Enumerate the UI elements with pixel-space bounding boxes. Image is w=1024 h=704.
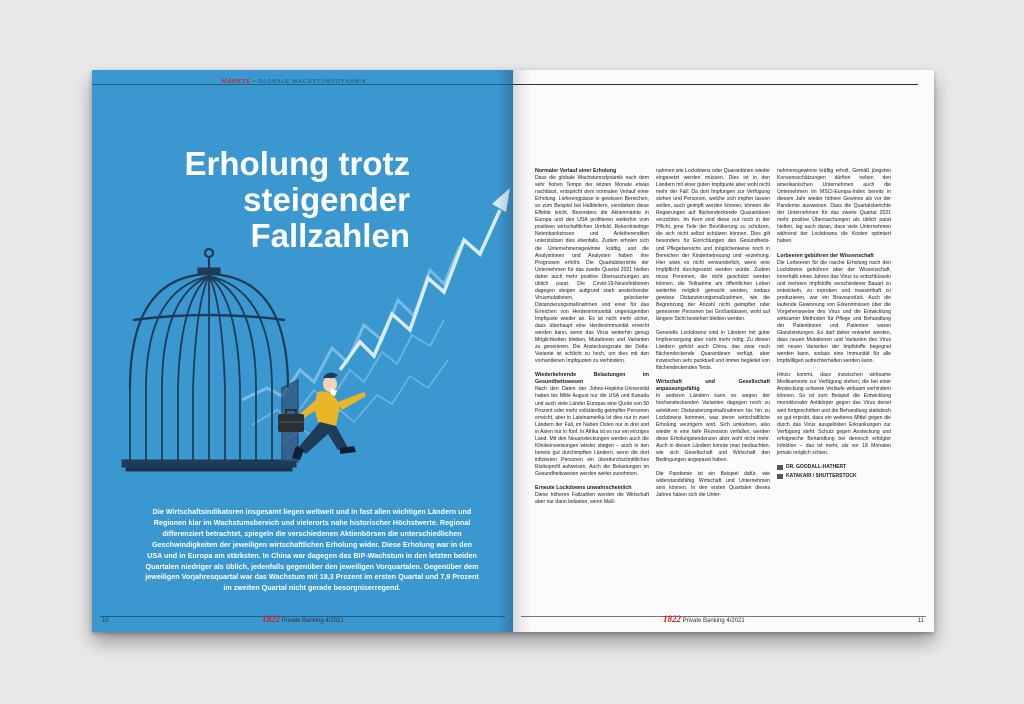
column-paragraph: Diese höheren Fallzahlen werden die Wirtschaft aber nur dann belasten, wenn Maß- — [535, 492, 649, 506]
column-paragraph: Nach den Daten der Johns-Hopkins-Universität haben bis Mitte August nur die USA und Kanada und auch viele Länder Europas eine Quote von 50 Prozent oder mehr vollständig geimpfter Personen erreicht, aber in Lateinamerika ist dies nur in zwei Ländern der Fall, im Nahen Osten nur in drei und in Asien nur in fünf. In Afrika ist es nur ein einziges Land. Mit den Neuansteckungen werden auch die Klinikeinweisungen wieder steigen – auch in den bereits gut durchimpften Ländern, wenn die dort infizierten Personen ein überdurchschnittliches Risikoprofil aufweisen. Auch die Belastungen im Gesundheitswesen werden weiter zunehmen. — [535, 386, 649, 477]
lead-paragraph: Die Wirtschaftsindikatoren insgesamt liegen weltweit und in fast allen wichtigen Ländern und Regionen klar im Wachstumsbereich und vielerorts nahe historischer Höchstwerte. Regional differenziert betrachtet, spiegeln die verschiedenen Aktienbörsen die unterschiedlichen Geschwindigkeiten der jeweiligen wirtschaftlichen Erholung wider. Diese Erholung war in den USA und in Europa am stärksten. In China war dagegen das BIP-Wachstum in den letzten beiden Quartalen niedriger als üblich, jedenfalls gegenüber den jeweiligen Vorquartalen. Gegenüber dem jeweiligen Vorjahresquartal war das Wachstum mit 18,3 Prozent im ersten Quartal und 7,9 Prozent im zweiten Quartal nicht gerade besorgniserregend. — [145, 507, 479, 593]
header-rule-right — [513, 84, 918, 85]
pen-icon — [777, 465, 783, 470]
photo-source: KATAKARI / SHUTTERSTOCK — [786, 472, 857, 479]
column-paragraph: Die Pandemie ist ein Beispiel dafür, wie widerstandsfähig Wirtschaft und Unternehmen sein können. In den ersten Quartalen dieses Jahres haben sich die Unter- — [656, 470, 770, 499]
column-heading: Normaler Verlauf einer Erholung — [535, 168, 617, 174]
brand-logo: 1822 — [262, 614, 280, 624]
text-column-3 — [777, 168, 891, 480]
kicker-topic: GLOBALE WACHSTUMSDYNAMIK — [258, 79, 368, 85]
author-name: DR. GOODALL-HATHERT — [786, 463, 847, 470]
column-paragraph: In anderen Ländern kann es wegen der hochansteckenden Varianten dagegen noch zu selektiven Distanzierungsmaßnahmen bis hin zu Lockdowns kommen, was deren wirtschaftliche Erholung verzögern wird. Sich umkehren, also wieder in eine tiefe Rezession verfallen, werden diese Erholungstendenzen aber wohl nicht mehr. Auch in diesen Ländern konnte man beobachten, wie sich Gesellschaft und Wirtschaft den Bedingungen angepasst haben. — [656, 393, 770, 463]
author-credit — [777, 464, 891, 471]
column-paragraph: Dass die globale Wachstumsdynamik nach dem sehr hohen Tempo der letzten Monate etwas nachlässt, entspricht dem normalen Verlauf einer Erholung. Lieferengpässe in gewissen Bereichen, so zum Beispiel bei Halbleitern, verstärken diese Effekte leicht. Besonders die Aktienmärkte in Europa und den USA profitieren weiterhin vom positiven wirtschaftlichen Umfeld. Rekordniedrige Notenbankzinsen und Anleiherenditen unterstützen dies ebenfalls. Zudem erholen sich die Unternehmensgewinne kräftig, und die Analystinnen und Analysten haben ihre Prognosen erhöht. Die Quartalsberichte der Unternehmen für das zweite Quartal 2021 hielten daher auch mehr positive Überraschungen als üblich parat. Die Covid-19-Neuinfektionen dagegen steigen aufgrund stark ansteckender Virusmutationen, gelockerter Distanzierungsmaßnahmen und einer für das Erreichen von Herdenimmunität ungenügenden Impfquote wieder an. Es ist nicht mehr sicher, dass überhaupt eine Herdenimmunität erreicht werden kann, wenn das Virus weiterhin genug Möglichkeiten bleiben, Mutationen und Varianten zu generieren. Die Ansteckungsrate der Delta-Variante ist schlicht zu hoch, um dies mit den vorhandenen Impfquoten zu verhindern. — [535, 175, 649, 365]
article-title — [152, 146, 410, 254]
column-heading: Lorbeeren gebühren der Wissenschaft — [777, 252, 874, 259]
footer-brand-left — [262, 614, 344, 624]
title-line-2: steigender — [243, 181, 410, 218]
column-heading: Wiederkehrende Belastungen im Gesundheitswesen — [535, 372, 649, 386]
column-heading: Erneute Lockdowns unwahrscheinlich — [535, 485, 632, 492]
kicker-separator: • — [250, 79, 259, 85]
page-number-right: 11 — [917, 618, 924, 624]
column-paragraph: Hinzu kommt, dass inzwischen wirksame Medikamente zur Verfügung stehen, die bei einer Ansteckung schwere Verläufe wirksam verhindern können. So ist zum Beispiel die Entwicklung monoklonaler Antikörper gegen das Virus derart weit fortgeschritten und die Behandlung statistisch so gut erprobt, dass ein weiteres Mittel gegen die durch das Virus ausgelösten Erkrankungen zur Verfügung steht. Schutz gegen Ansteckung und erfolgreiche Behandlung bei dennoch erfolgter Infektion – das ist mehr, als vor 18 Monaten jemals möglich schien. — [777, 372, 891, 456]
title-line-1: Erholung trotz — [184, 145, 410, 182]
magazine-name: Private Banking 4/2021 — [682, 618, 745, 624]
photo-credit — [777, 473, 891, 480]
column-paragraph: nehmensgewinne kräftig erholt. Gemäß jüngsten Konsensschätzungen dürften neben den amerikanischen Unternehmen auch die Unternehmen im MSCI-Europa-Index bereits in diesem Jahr wieder höhere Gewinne als vor der Pandemie ausweisen. Dass die Quartalsberichte der Unternehmen für das zweite Quartal 2021 mehr positive Überraschungen als üblich parat hielten, lag auch daran, dass viele Unternehmen während der Lockdowns die Kosten optimiert haben. — [777, 168, 891, 245]
column-paragraph: Die Lorbeeren für die rasche Erholung nach den Lockdowns gebühren aber der Wissenschaft. Innerhalb eines Jahres das Virus zu entschlüsseln und mehrere Impfstoffe verschiedener Bauart zu entwickeln, zu erproben und massenhaft zu produzieren, war ein Bravourstück. Auch die laufende Gewinnung von Erkenntnissen über die Vorgehensweise des Virus und die Entwicklung wirksamer Methoden für Pflege und Behandlung der Patientinnen und Patienten waren Glanzleistungen. Es darf daher erwartet werden, dass neuen Mutationen und Varianten des Virus mit neuen Varianten der Impfstoffe begegnet werden kann, sodass eine Immunität für alle Impfwilligen aufrechterhalten werden kann. — [777, 259, 891, 365]
column-heading: Wirtschaft und Gesellschaft anpassungsfähig — [656, 379, 770, 393]
title-line-3: Fallzahlen — [250, 217, 410, 254]
page-number-left: 10 — [102, 618, 109, 624]
text-column-2 — [656, 168, 770, 506]
column-paragraph: Generelle Lockdowns sind in Ländern mit guter Impfversorgung aber nicht mehr nötig. Zu diesen Ländern gehört auch China, das zwar noch flächendeckende Quarantänen verfügt, aber inzwischen sehr punktuell und immer begleitet von flächendeckenden Tests. — [656, 330, 770, 372]
magazine-spread — [92, 70, 934, 632]
kicker-section: MÄRKTE — [222, 79, 251, 85]
brand-logo: 1822 — [663, 614, 681, 624]
footer-brand-right — [663, 614, 745, 624]
text-column-1 — [535, 168, 649, 513]
birdcage-icon — [122, 249, 298, 471]
magazine-name: Private Banking 4/2021 — [281, 618, 344, 624]
column-paragraph: nahmen wie Lockdowns oder Quarantänen wieder eingesetzt werden müssen. Dies ist in den Ländern mit einer guten Impfquote aber wohl nicht mehr der Fall: Da dort Impfungen zur Verfügung stehen und Personen, welche sich impfen lassen wollen, auch geimpft werden können, können die Regierungen auf flächendeckende Quarantänen verzichten. Im Kern sind diese nur noch in der Pflicht, jene Teile der Bevölkerung zu schützen, die sich nicht selbst schützen können. Dies gilt besonders für Einrichtungen des Gesundheits- und Pflegebereichs und möglicherweise noch in Bereichen der Kinderbetreuung und -erziehung. Hier wäre es nicht verwunderlich, wenn eine Impfpflicht durchgesetzt werden würde. Zudem muss Personen, die nicht geschützt werden können, die Teilnahme am öffentlichen Leben weiterhin möglich gemacht werden, sodass gewisse Distanzierungsmaßnahmen, wie die Begrenzung der Anzahl nicht geimpfter oder genesener Personen bei Großanlässen, wohl auf längere Sicht bestehen bleiben werden. — [656, 168, 770, 322]
left-page — [92, 70, 513, 632]
right-page — [513, 70, 934, 632]
camera-icon — [777, 474, 783, 479]
